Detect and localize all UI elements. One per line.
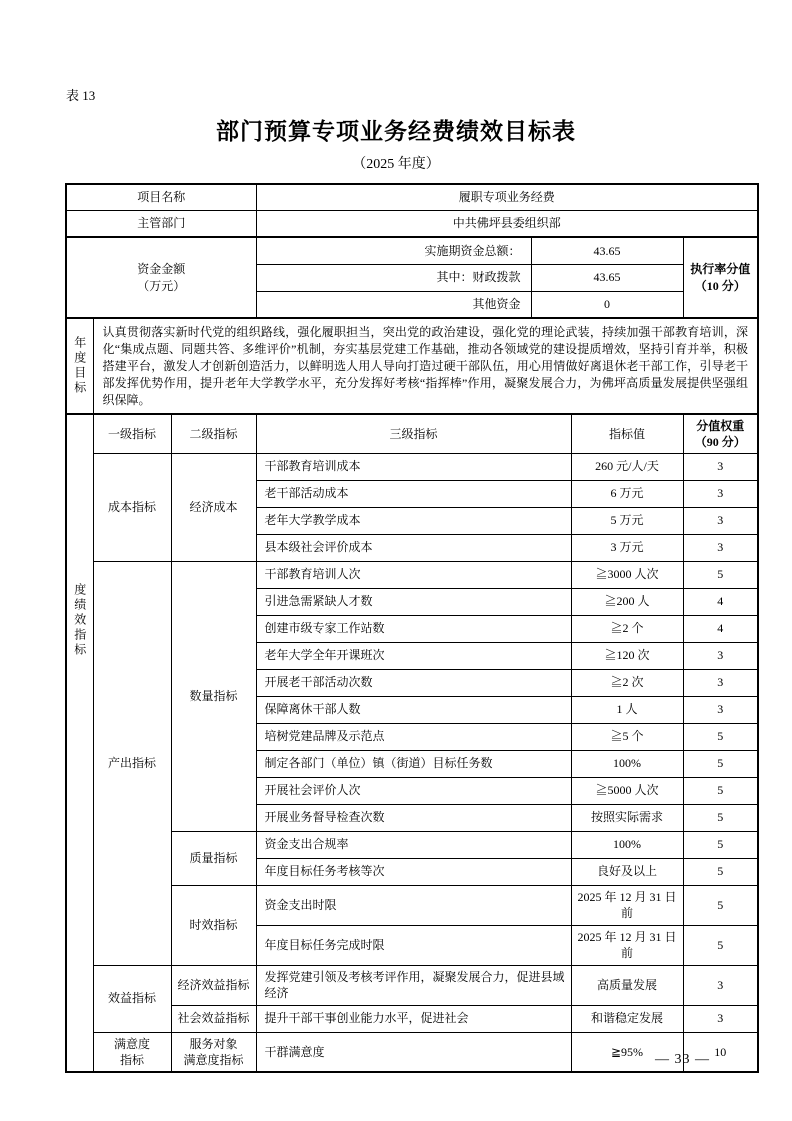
execution-rate-score	[683, 237, 758, 318]
department-label: 主管部门	[66, 210, 256, 237]
indicator-weight: 5	[683, 723, 758, 750]
level2-service-line2: 满意度指标	[183, 1052, 244, 1067]
level2-quantity: 数量指标	[171, 561, 256, 831]
page-title: 部门预算专项业务经费绩效目标表	[216, 118, 576, 144]
indicator-value: 6 万元	[571, 480, 683, 507]
page-number: — 33 —	[655, 1052, 710, 1067]
fund-amount-label	[66, 237, 256, 318]
indicator-name: 年度目标任务完成时限	[256, 925, 571, 965]
level1-satisfaction-line1: 满意度	[113, 1036, 150, 1051]
header-value: 指标值	[571, 414, 683, 453]
indicator-name: 开展老干部活动次数	[256, 669, 571, 696]
project-name-value: 履职专项业务经费	[256, 184, 758, 210]
fund-total-label: 实施期资金总额：	[256, 237, 531, 264]
indicator-value: 按照实际需求	[571, 804, 683, 831]
level2-social-benefit: 社会效益指标	[171, 1005, 256, 1032]
indicator-weight: 5	[683, 804, 758, 831]
indicator-value: ≧2 次	[571, 669, 683, 696]
indicator-value: 良好及以上	[571, 858, 683, 885]
indicator-name: 开展社会评价人次	[256, 777, 571, 804]
indicator-name: 老干部活动成本	[256, 480, 571, 507]
indicator-value: 100%	[571, 750, 683, 777]
indicator-value: ≧120 次	[571, 642, 683, 669]
indicator-name: 制定各部门（单位）镇（街道）目标任务数	[256, 750, 571, 777]
project-name-label: 项目名称	[66, 184, 256, 210]
indicator-row	[66, 561, 758, 588]
fund-amount-label-line2: （万元）	[137, 278, 186, 293]
performance-side-label	[66, 414, 93, 1072]
header-level2: 二级指标	[171, 414, 256, 453]
level2-quality: 质量指标	[171, 831, 256, 885]
indicator-name: 干群满意度	[256, 1032, 571, 1072]
indicator-name: 发挥党建引领及考核考评作用，凝聚发展合力，促进县域经济	[256, 965, 571, 1005]
indicator-value: 100%	[571, 831, 683, 858]
indicator-name: 培树党建品牌及示范点	[256, 723, 571, 750]
indicator-name: 资金支出时限	[256, 885, 571, 925]
indicator-value: 1 人	[571, 696, 683, 723]
indicator-value: 2025 年 12 月 31 日前	[571, 925, 683, 965]
indicator-value: ≧5 个	[571, 723, 683, 750]
indicator-weight: 3	[683, 642, 758, 669]
indicator-weight: 5	[683, 858, 758, 885]
indicator-value: ≧2 个	[571, 615, 683, 642]
indicator-row	[66, 965, 758, 1005]
level2-economic-benefit: 经济效益指标	[171, 965, 256, 1005]
annual-goal-text: 认真贯彻落实新时代党的组织路线，强化履职担当，突出党的政治建设，强化党的理论武装，持续加强干部教育培训，深化“集成点题、同题共答、多维评价”机制，夯实基层党建工作基础，推动各领域党的建设提质增效，坚持引育并举，积极搭建平台，激发人才创新创造活力，以鲜明选人用人导向打造过硬干部队伍，用心用情做好离退休老干部工作，引导老干部发挥优势作用，提升老年大学教学水平，充分发挥好考核“指挥棒”作用，凝聚发展合力，为佛坪高质量发展提供坚强组织保障。	[93, 318, 758, 414]
indicator-row	[66, 453, 758, 480]
fund-other-value: 0	[531, 291, 683, 318]
execution-rate-score-line2: （10 分）	[694, 278, 746, 293]
level1-benefit: 效益指标	[93, 965, 171, 1032]
indicator-value: ≧200 人	[571, 588, 683, 615]
indicator-value: ≧5000 人次	[571, 777, 683, 804]
indicator-weight: 5	[683, 885, 758, 925]
indicator-name: 年度目标任务考核等次	[256, 858, 571, 885]
indicator-value: 3 万元	[571, 534, 683, 561]
header-weight	[683, 414, 758, 453]
indicator-value: ≧95%	[571, 1032, 683, 1072]
indicator-name: 干部教育培训成本	[256, 453, 571, 480]
indicator-weight: 3	[683, 534, 758, 561]
indicator-weight: 3	[683, 696, 758, 723]
project-name-row	[66, 184, 758, 210]
department-value: 中共佛坪县委组织部	[256, 210, 758, 237]
annual-goal-label	[66, 318, 93, 414]
fund-other-label: 其他资金	[256, 291, 531, 318]
indicator-weight: 5	[683, 750, 758, 777]
level2-timeliness: 时效指标	[171, 885, 256, 965]
indicator-weight: 3	[683, 669, 758, 696]
indicator-weight: 3	[683, 1005, 758, 1032]
indicator-name: 提升干部干事创业能力水平，促进社会	[256, 1005, 571, 1032]
level1-satisfaction	[93, 1032, 171, 1072]
indicator-header-row	[66, 414, 758, 453]
level2-service-satisfaction	[171, 1032, 256, 1072]
indicator-weight: 5	[683, 777, 758, 804]
indicator-name: 开展业务督导检查次数	[256, 804, 571, 831]
indicator-name: 保障离休干部人数	[256, 696, 571, 723]
indicator-weight: 3	[683, 480, 758, 507]
indicator-weight: 3	[683, 965, 758, 1005]
indicator-name: 引进急需紧缺人才数	[256, 588, 571, 615]
indicator-value: ≧3000 人次	[571, 561, 683, 588]
level1-satisfaction-line2: 指标	[119, 1052, 144, 1067]
fund-amount-label-line1: 资金金额	[137, 262, 186, 277]
indicator-weight: 5	[683, 561, 758, 588]
indicator-name: 老年大学教学成本	[256, 507, 571, 534]
indicator-value: 高质量发展	[571, 965, 683, 1005]
fund-total-value: 43.65	[531, 237, 683, 264]
indicator-name: 老年大学全年开课班次	[256, 642, 571, 669]
header-level3: 三级指标	[256, 414, 571, 453]
indicator-name: 资金支出合规率	[256, 831, 571, 858]
department-row	[66, 210, 758, 237]
fund-finance-value: 43.65	[531, 264, 683, 291]
indicator-weight: 10	[683, 1032, 758, 1072]
indicator-weight: 4	[683, 588, 758, 615]
level2-service-line1: 服务对象	[189, 1036, 238, 1051]
indicator-weight: 3	[683, 507, 758, 534]
indicator-weight: 4	[683, 615, 758, 642]
performance-side-label-text: 度绩效指标	[72, 583, 87, 658]
level2-economic-cost: 经济成本	[171, 453, 256, 561]
indicator-name: 创建市级专家工作站数	[256, 615, 571, 642]
fund-row-total	[66, 237, 758, 264]
header-level1: 一级指标	[93, 414, 171, 453]
level1-output: 产出指标	[93, 561, 171, 965]
indicator-value: 5 万元	[571, 507, 683, 534]
header-weight-line1: 分值权重	[696, 418, 745, 433]
indicator-value: 260 元/人/天	[571, 453, 683, 480]
indicator-name: 县本级社会评价成本	[256, 534, 571, 561]
page-subtitle: （2025 年度）	[352, 157, 440, 172]
indicator-weight: 5	[683, 831, 758, 858]
annual-goal-row	[66, 318, 758, 414]
indicator-weight: 3	[683, 453, 758, 480]
indicator-value: 2025 年 12 月 31 日前	[571, 885, 683, 925]
fund-finance-label: 其中：财政拨款	[256, 264, 531, 291]
annual-goal-label-text: 年度目标	[72, 336, 87, 396]
performance-target-table	[65, 183, 759, 1073]
execution-rate-score-line1: 执行率分值	[690, 262, 751, 277]
indicator-value: 和谐稳定发展	[571, 1005, 683, 1032]
indicator-weight: 5	[683, 925, 758, 965]
header-weight-line2: （90 分）	[694, 434, 746, 449]
level1-cost: 成本指标	[93, 453, 171, 561]
table-number: 表 13	[66, 88, 96, 103]
indicator-name: 干部教育培训人次	[256, 561, 571, 588]
